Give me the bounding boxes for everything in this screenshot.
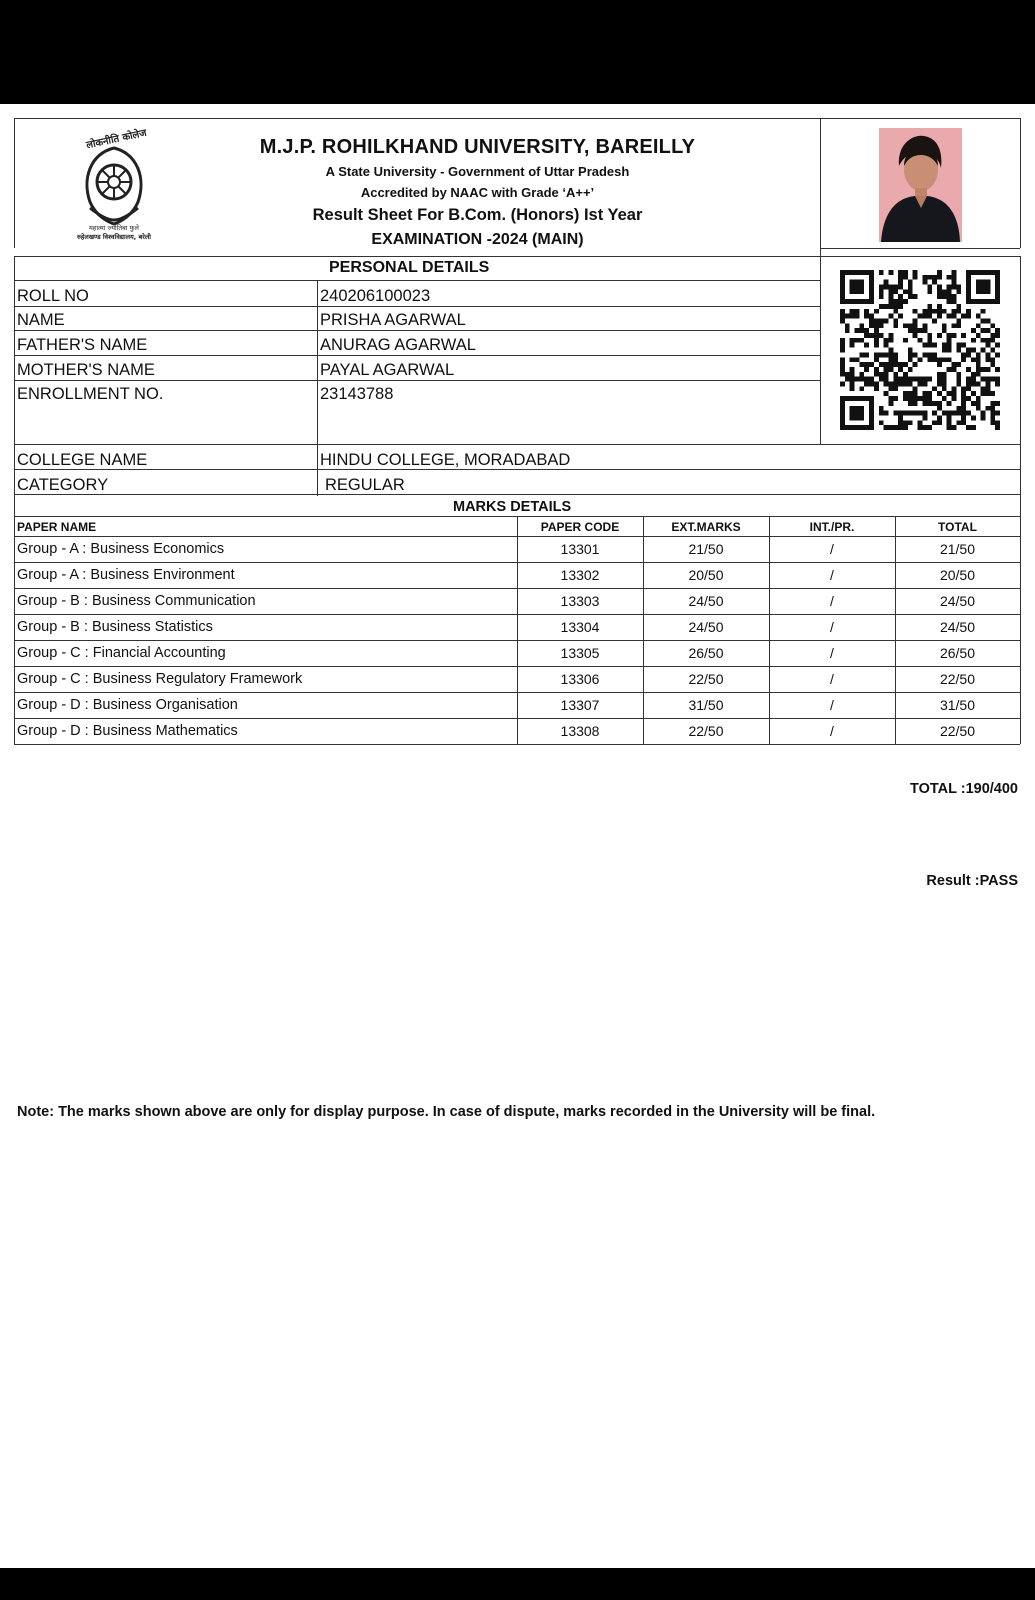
- marks-cell-int: /: [830, 567, 834, 583]
- marks-cell-total: 26/50: [939, 645, 976, 661]
- marks-cell-ext: 26/50: [688, 645, 724, 661]
- row-line-1: [14, 306, 820, 307]
- college-name-label: COLLEGE NAME: [17, 451, 148, 469]
- marks-cell-int: /: [830, 671, 834, 687]
- marks-row-line-5: [14, 666, 1020, 667]
- bottom-black-bar: [0, 1568, 1035, 1600]
- category-label: CATEGORY: [17, 476, 109, 494]
- college-name-value: HINDU COLLEGE, MORADABAD: [320, 451, 571, 469]
- marks-header-line: [14, 536, 1020, 537]
- marks-cell-code: 13303: [560, 593, 600, 609]
- marks-row-line-6: [14, 692, 1020, 693]
- marks-cell-total: 31/50: [939, 697, 976, 713]
- marks-header-total: TOTAL: [938, 520, 977, 534]
- marks-cell-code: 13304: [560, 619, 600, 635]
- marks-cell-total: 22/50: [939, 671, 976, 687]
- marks-header-paper-code: PAPER CODE: [540, 520, 620, 534]
- qr-code: [840, 270, 1000, 430]
- marks-row-line-1: [14, 562, 1020, 563]
- result-sheet-title: Result Sheet For B.Com. (Honors) Ist Year: [312, 206, 643, 224]
- marks-left-top-border: [14, 494, 15, 516]
- mother-name-value: PAYAL AGARWAL: [320, 361, 455, 379]
- marks-header-int-pr: INT./PR.: [809, 520, 855, 534]
- marks-cell-int: /: [830, 723, 834, 739]
- photo-box-left-border: [820, 118, 821, 444]
- marks-row-line-2: [14, 588, 1020, 589]
- enrollment-no-value: 23143788: [320, 385, 394, 403]
- marks-cell-name: Group - C : Business Regulatory Framework: [17, 671, 303, 687]
- marks-cell-code: 13301: [560, 541, 600, 557]
- marks-row-line-3: [14, 614, 1020, 615]
- svg-text:लोकनीति कोलेज: लोकनीति कोलेज: [85, 127, 148, 152]
- category-value: REGULAR: [325, 476, 405, 494]
- marks-header-ext-marks: EXT.MARKS: [671, 520, 741, 534]
- marks-cell-ext: 20/50: [688, 567, 724, 583]
- svg-text:महात्मा ज्योतिबा फुले: महात्मा ज्योतिबा फुले: [89, 224, 139, 232]
- total-marks: TOTAL :190/400: [910, 781, 1018, 797]
- name-value: PRISHA AGARWAL: [320, 311, 466, 329]
- examination-title: EXAMINATION -2024 (MAIN): [371, 231, 584, 248]
- header-right-border: [1020, 118, 1021, 248]
- marks-cell-code: 13306: [560, 671, 600, 687]
- marks-cell-code: 13305: [560, 645, 600, 661]
- marks-cell-name: Group - D : Business Organisation: [17, 697, 238, 713]
- marks-cell-ext: 21/50: [688, 541, 724, 557]
- personal-left-border: [14, 256, 15, 496]
- svg-text:रुहेलखण्ड विश्वविद्यालय, बरेली: रुहेलखण्ड विश्वविद्यालय, बरेली: [76, 233, 152, 241]
- marks-col-line-0: [14, 516, 15, 744]
- row-line-2: [14, 330, 820, 331]
- marks-cell-total: 22/50: [939, 723, 976, 739]
- university-subtitle: A State University - Government of Uttar Pradesh: [325, 164, 630, 179]
- marks-cell-int: /: [830, 593, 834, 609]
- marks-cell-code: 13302: [560, 567, 600, 583]
- marks-cell-code: 13307: [560, 697, 600, 713]
- disclaimer-note: Note: The marks shown above are only for display purpose. In case of dispute, marks recorded in the University will be final.: [17, 1104, 876, 1120]
- marks-cell-int: /: [830, 619, 834, 635]
- university-logo: [60, 124, 168, 242]
- personal-mid-divider: [317, 280, 318, 496]
- marks-cell-int: /: [830, 697, 834, 713]
- enrollment-no-label: ENROLLMENT NO.: [17, 385, 164, 403]
- personal-details-title: PERSONAL DETAILS: [329, 259, 490, 276]
- marks-row-line-8: [14, 744, 1020, 745]
- marks-cell-name: Group - A : Business Economics: [17, 541, 225, 557]
- marks-cell-total: 20/50: [939, 567, 976, 583]
- roll-no-value: 240206100023: [320, 287, 431, 305]
- marks-cell-total: 24/50: [939, 619, 976, 635]
- marks-cell-name: Group - A : Business Environment: [17, 567, 235, 583]
- marks-cell-code: 13308: [560, 723, 600, 739]
- marks-details-title: MARKS DETAILS: [453, 499, 572, 515]
- name-label: NAME: [17, 311, 65, 329]
- marks-cell-name: Group - C : Financial Accounting: [17, 645, 226, 661]
- marks-cell-name: Group - B : Business Statistics: [17, 619, 213, 635]
- header-top-border: [14, 118, 1020, 119]
- marks-cell-int: /: [830, 645, 834, 661]
- marks-cell-ext: 24/50: [688, 619, 724, 635]
- marks-cell-ext: 22/50: [688, 671, 724, 687]
- marks-cell-int: /: [830, 541, 834, 557]
- father-name-value: ANURAG AGARWAL: [320, 336, 476, 354]
- accreditation-text: Accredited by NAAC with Grade ‘A++’: [360, 185, 595, 200]
- marks-cell-ext: 22/50: [688, 723, 724, 739]
- marks-row-line-4: [14, 640, 1020, 641]
- student-photo: [879, 128, 962, 242]
- row-line-3: [14, 355, 820, 356]
- college-row-line: [14, 469, 1020, 470]
- marks-header-paper-name: PAPER NAME: [17, 520, 97, 534]
- marks-col-line-5: [1020, 516, 1021, 744]
- marks-cell-name: Group - B : Business Communication: [17, 593, 256, 609]
- marks-cell-name: Group - D : Business Mathematics: [17, 723, 238, 739]
- marks-row-line-7: [14, 718, 1020, 719]
- personal-right-border: [1020, 256, 1021, 516]
- top-black-bar: [0, 0, 1035, 104]
- roll-no-label: ROLL NO: [17, 287, 89, 305]
- marks-cell-total: 24/50: [939, 593, 976, 609]
- mother-name-label: MOTHER'S NAME: [17, 361, 155, 379]
- marks-cell-ext: 24/50: [688, 593, 724, 609]
- header-left-border: [14, 118, 15, 248]
- father-name-label: FATHER'S NAME: [17, 336, 148, 354]
- marks-cell-ext: 31/50: [688, 697, 724, 713]
- personal-bottom-line: [14, 444, 1020, 445]
- marks-cell-total: 21/50: [939, 541, 976, 557]
- personal-header-line: [14, 280, 820, 281]
- category-row-line: [14, 494, 1020, 495]
- row-line-4: [14, 380, 820, 381]
- header-bottom-border: [14, 256, 1020, 257]
- photo-box-bottom-border: [820, 248, 1020, 249]
- university-name: M.J.P. ROHILKHAND UNIVERSITY, BAREILLY: [259, 136, 696, 158]
- result-status: Result :PASS: [926, 873, 1018, 889]
